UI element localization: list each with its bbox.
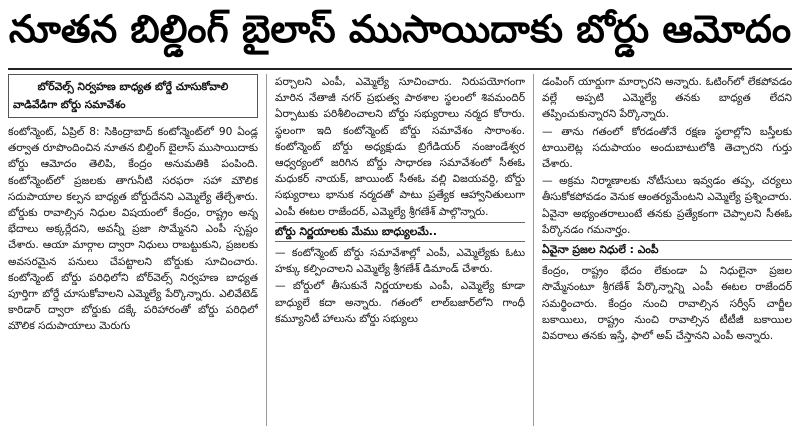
paragraph: పర్చాలని ఎంపీ, ఎమ్మెల్యే సూచించారు. నిరుపయోగంగా మారిన నేతాజీ నగర్ ప్రభుత్వ పాఠశాల స్థలంలో శివమందిర్ ఏర్పాటుకు పరిశీలించాలని బోర్డు సభ్యురాలు నర్మద కోరారు. స్థలంగా ఇది కంటోన్మెంట్ బోర్డు సమావేశం సారాంశం. కంటోన్మెంట్ బోర్డు అధ్యక్షుడు బ్రిగేడియర్ నంజుండేశ్వర ఆధ్వర్యంలో జరిగిన బోర్డు సాధారణ సమావేశంలో సీఈఓ మధుకర్ నాయక్, జాయింట్ సీఈఓ వల్లి విజయవర్ధి, బోర్డు సభ్యురాలు భానుక నర్మదతో పాటు ప్రత్యేక ఆహ్వానితులుగా ఎంపీ ఈటల రాజేందర్, ఎమ్మెల్యే శ్రీగణేశ్ పాల్గొన్నారు. xyxy=(275,76,525,218)
column-1 xyxy=(8,74,258,426)
headline-rule xyxy=(8,68,792,70)
subhead-public-funds: ఏవైనా ప్రజల నిధులే : ఎంపీ xyxy=(542,240,792,260)
paragraph: — తాను గతంలో కోరడంతోనే రక్షణ స్థలాల్లోని బస్తీలకు టాయిలెట్ల సదుపాయం అందుబాటులోకి తెచ్చారని గుర్తు చేశారు. xyxy=(542,125,792,171)
paragraph: డంపింగ్ యార్డుగా మార్చారని అన్నారు. ఓటింగ్‌లో లేకపోవడం వల్లే అప్పటి ఎమ్మెల్యే తనకు బాధ్యత లేదని తప్పించుకున్నారని పేర్కొన్నారు. xyxy=(542,76,792,121)
headline: నూతన బిల్డింగ్ బైలాస్ ముసాయిదాకు బోర్డు ఆమోదం xyxy=(8,7,792,51)
subhead-board-decisions: బోర్డు నిర్ణయాలకు మేము బాధ్యులమే.. xyxy=(275,222,525,242)
column-divider xyxy=(266,74,267,426)
paragraph: కేంద్రం, రాష్ట్రం భేదం లేకుండా ఏ నిధులైనా ప్రజల సొమ్మేనంటూ శ్రీగణేశ్ పేర్కొన్నాన్ని ఎంపీ ఈటల రాజేందర్ సమర్థించారు. కేంద్రం నుంచి రావాల్సిన సర్వీస్ చార్జీల బకాయిలు, రాష్ట్రం నుంచి రావాల్సిన టీటీజీ బకాయిల వివరాలు తనకు ఇస్తే, ఫాలో అప్ చేస్తానని ఎంపీ అన్నారు. xyxy=(542,265,792,343)
paragraph: — బోర్డులో తీసుకునే నిర్ణయాలకు ఎంపీ, ఎమ్మెల్యే కూడా బాధ్యులే కదా అన్నారు. గతంలో లాల్‌బజార్‌లోని గాంధీ కమ్యూనిటీ హాలును బోర్డు సభ్యులు xyxy=(275,280,525,325)
paragraph: కంటోన్మెంట్, ఏప్రిల్ 8: సికింద్రాబాద్ కంటోన్మెంట్‌లో 90 ఏండ్ల తర్వాత రూపొందించిన నూతన బిల్డింగ్ బైలాస్ ముసాయిదాకు బోర్డు ఆమోదం తెలిపి, కేంద్రం అనుమతికి పంపింది. కంటోన్మెంట్‌లో ప్రజలకు తాగునీటి సరఫరా సహా మౌలిక సదుపాయాల కల్పన బాధ్యత బోర్డుదేనని ఎమ్మెల్యే తేల్చేశారు. బోర్డుకు రావాల్సిన నిధుల విషయంలో కేంద్రం, రాష్ట్రం అన్న భేదాలు అక్కర్లేదని, అవన్నీ ప్రజా సొమ్మేనని ఎంపీ స్పష్టం చేశారు. ఆయా మార్గాల ద్వారా నిధులు రాబట్టుకుని, ప్రజలకు అవసరమైన పనులు చేపట్టాలని బోర్డుకు సూచించారు. కంటోన్మెంట్ బోర్డు పరిధిలోని బోర్‌వెల్స్ నిర్వహణ బాధ్యత పూర్తిగా బోర్డే చూసుకోవాలని ఎమ్మెల్యే పేర్కొన్నారు. ఎలివేటెడ్ కారిడార్ ద్వారా బోర్డుకు దక్కే పరిహారంతో బోర్డు పరిధిలో మౌలిక సదుపాయాలు మెరుగు xyxy=(8,126,258,333)
article-body xyxy=(8,74,792,426)
subdeck xyxy=(8,74,258,118)
subdeck-line-1: బోర్‌వెల్స్ నిర్వహణ బాధ్యత బోర్డే చూసుకోవాలి xyxy=(37,81,229,93)
paragraph: — అక్రమ నిర్మాణాలకు నోటీసులు ఇవ్వడం తప్ప, చర్యలు తీసుకోకపోవడం వెనుక ఆంతర్యమేంటని ఎమ్మెల్యే ప్రశ్నించారు. ఏవైనా అభ్యంతరాలుంటే తనకు ప్రత్యేకంగా చెప్పాలని సీఈఓ పేర్కొనడం గమనార్హం. xyxy=(542,175,792,236)
subdeck-line-2: వాడివేడిగా బోర్డు సమావేశం xyxy=(13,99,126,111)
column-2 xyxy=(275,74,525,426)
paragraph: — కంటోన్మెంట్ బోర్డు సమావేశాల్లో ఎంపీ, ఎమ్మెల్యేకు ఓటు హక్కు కల్పించాలని ఎమ్మెల్యే శ్రీగణేశ్ డిమాండ్ చేశారు. xyxy=(275,247,525,276)
column-divider xyxy=(533,74,534,426)
column-3 xyxy=(542,74,792,426)
